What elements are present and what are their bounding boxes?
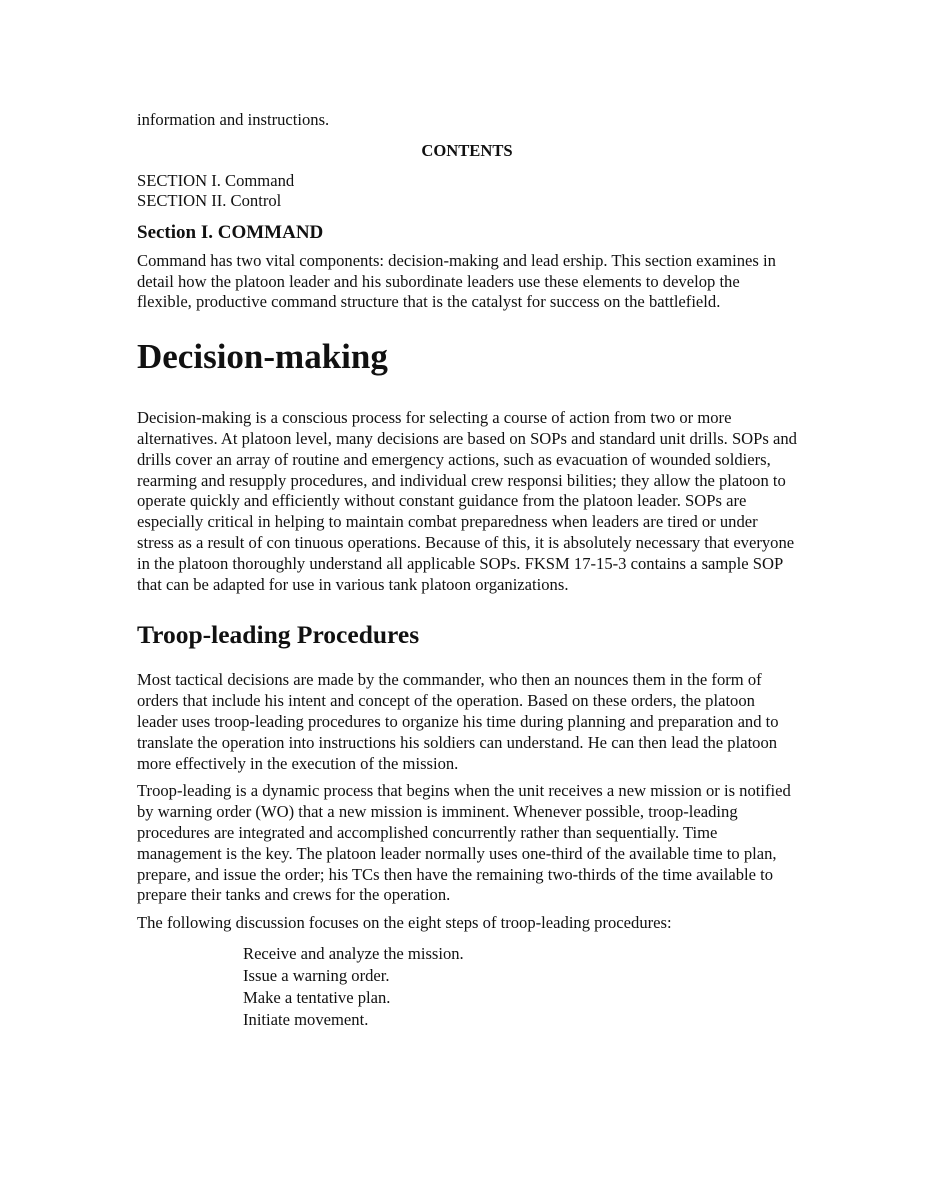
- lead-in-text: information and instructions.: [137, 110, 330, 129]
- list-item: Issue a warning order.: [243, 965, 390, 985]
- troop-leading-heading: Troop-leading Procedures: [137, 620, 420, 650]
- troop-leading-paragraph-2: Troop-leading is a dynamic process that begins when the unit receives a new mission or is notified by warning order (WO) that a new mission is imminent. Whenever possible, troop-leading procedures are integrated and accomplished concurrently rather than sequentially. Time management is the key. The platoon leader normally uses one-third of the available time to plan, prepare, and issue the order; his TCs then have the remaining two-thirds of the time available to prepare their tanks and crews for the operation.: [137, 781, 791, 905]
- table-of-contents: [137, 171, 797, 212]
- document-page: [137, 110, 797, 1048]
- section-1-heading: Section I. COMMAND: [137, 221, 324, 243]
- toc-item-section-2[interactable]: SECTION II. Control: [137, 191, 282, 211]
- section-1-intro: Command has two vital components: decision-making and lead ership. This section examines in detail how the platoon leader and his subordinate leaders use these elements to develop the flexible, productive command structure that is the catalyst for success on the battlefield.: [137, 250, 776, 312]
- list-item: Make a tentative plan.: [243, 987, 391, 1007]
- troop-leading-paragraph-3: The following discussion focuses on the eight steps of troop-leading procedures:: [137, 913, 672, 933]
- toc-item-section-1[interactable]: SECTION I. Command: [137, 170, 295, 190]
- list-item: Receive and analyze the mission.: [243, 943, 464, 963]
- troop-leading-steps-list: [243, 943, 797, 1031]
- decision-making-heading: Decision-making: [137, 337, 388, 377]
- list-item: Initiate movement.: [243, 1009, 369, 1029]
- troop-leading-paragraph-1: Most tactical decisions are made by the commander, who then an nounces them in the form of orders that include his intent and concept of the operation. Based on these orders, the platoon leader uses troop-leading procedures to organize his time during planning and preparation and to translate the operation into instructions his soldiers can understand. He can then lead the platoon more effectively in the execution of the mission.: [137, 670, 779, 773]
- decision-making-paragraph: Decision-making is a conscious process for selecting a course of action from two or more alternatives. At platoon level, many decisions are based on SOPs and standard unit drills. SOPs and drills cover an array of routine and emergency actions, such as evacuation of wounded soldiers, rearming and resupply procedures, and individual crew responsi bilities; they allow the platoon to operate quickly and efficiently without constant guidance from the platoon leader. SOPs are especially critical in helping to maintain combat preparedness when leaders are tired or under stress as a result of con tinuous operations. Because of this, it is absolutely necessary that everyone in the platoon thoroughly understand all applicable SOPs. FKSM 17-15-3 contains a sample SOP that can be adapted for use in various tank platoon organizations.: [137, 408, 797, 594]
- contents-title: CONTENTS: [421, 140, 513, 160]
